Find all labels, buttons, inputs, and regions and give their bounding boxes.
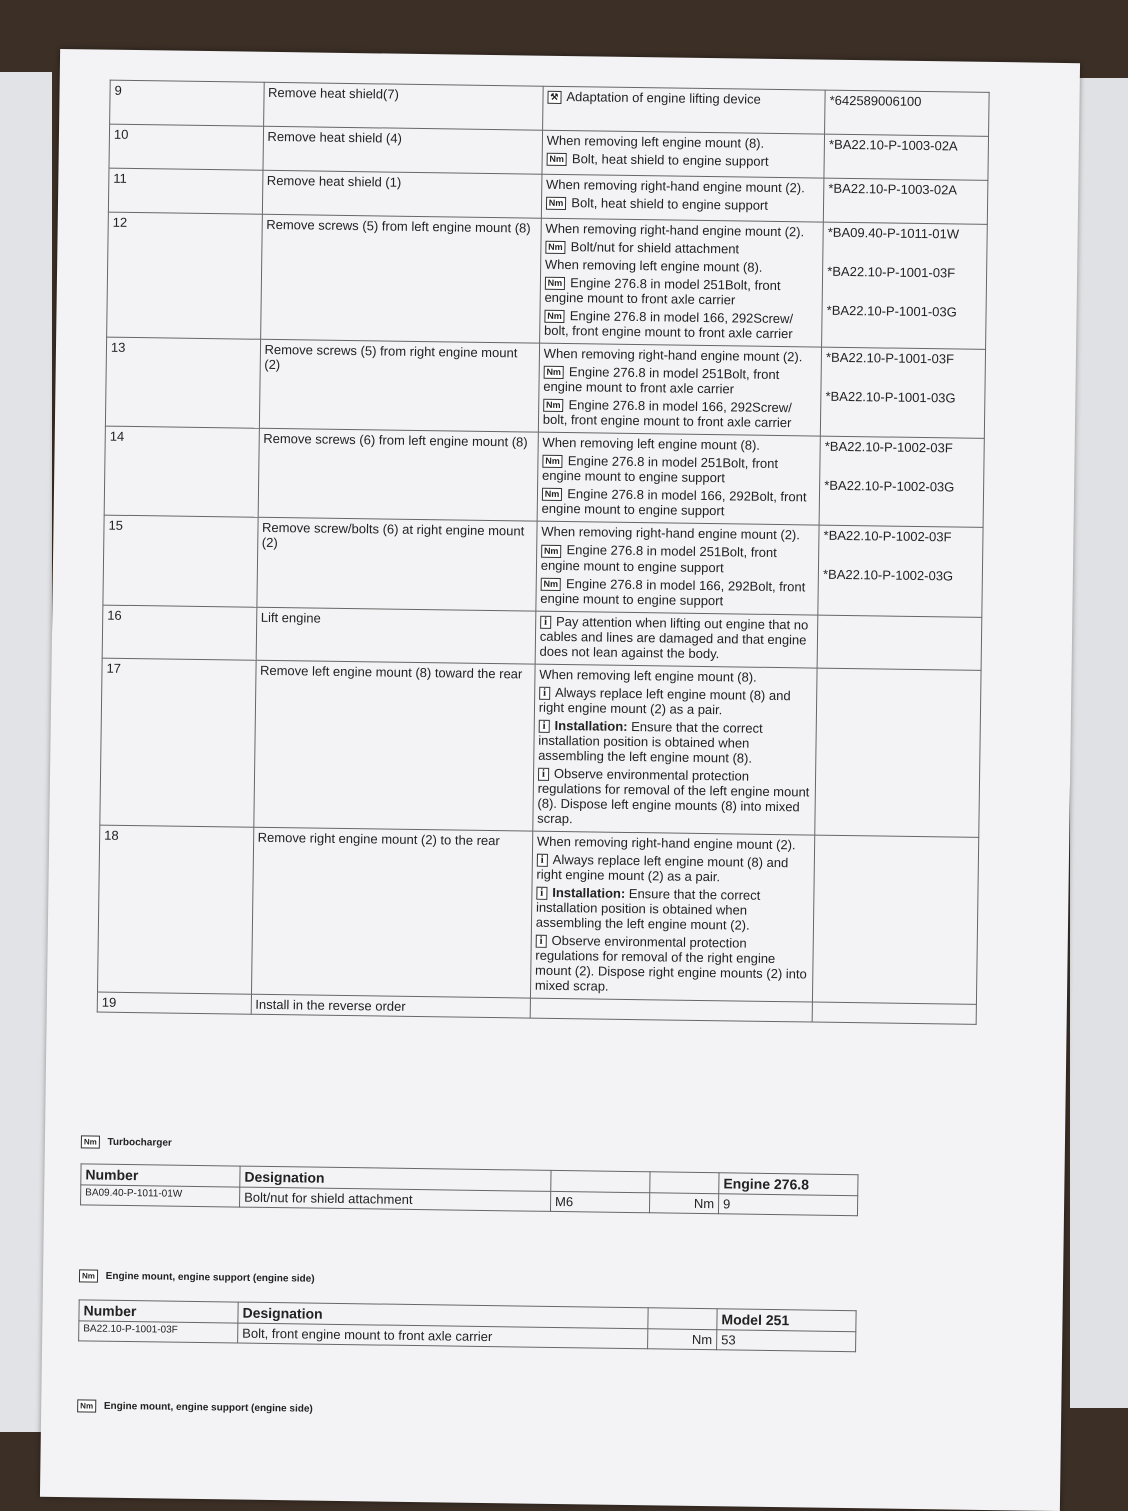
step-references	[815, 668, 981, 837]
col-designation: Designation	[238, 1302, 648, 1329]
step-number: 13	[105, 337, 260, 428]
reference-link[interactable]: *BA22.10-P-1002-03F	[824, 438, 953, 456]
note-line	[545, 239, 819, 258]
step-notes	[541, 174, 824, 222]
note-line	[545, 257, 819, 276]
note-text: Engine 276.8 in model 251Bolt, front engine mount to engine support	[541, 453, 779, 486]
spec-designation: Bolt/nut for shield attachment	[240, 1187, 551, 1211]
note-text: Always replace left engine mount (8) and right engine mount (2) as a pair.	[536, 851, 789, 885]
spec-number: BA22.10-P-1001-03F	[79, 1321, 238, 1343]
note-text: When removing left engine mount (8).	[544, 256, 763, 275]
note-line	[538, 717, 812, 766]
note-text: Engine 276.8 in model 166, 292Screw/ bolt, front engine mount to front axle carrier	[543, 308, 794, 342]
spec-number: BA09.40-P-1011-01W	[81, 1185, 240, 1207]
note-line	[543, 397, 817, 431]
turbocharger-spec-table	[80, 1163, 859, 1216]
step-number: 17	[100, 658, 256, 827]
note-text: Bolt, heat shield to engine support	[571, 151, 769, 169]
nm-icon: Nm	[542, 455, 563, 468]
reference-link[interactable]: *BA09.40-P-1011-01W	[827, 224, 960, 242]
note-line	[536, 885, 810, 934]
nm-icon: Nm	[542, 488, 563, 501]
note-text: Bolt/nut for shield attachment	[570, 239, 740, 257]
info-icon: i	[536, 887, 547, 900]
step-number: 10	[109, 124, 263, 170]
note-line	[543, 364, 817, 398]
note-text: Always replace left engine mount (8) and right engine mount (2) as a pair.	[538, 684, 791, 717]
step-number: 11	[108, 168, 262, 214]
procedure-row	[107, 212, 988, 349]
nm-icon: Nm	[541, 544, 562, 557]
note-line	[537, 765, 811, 829]
note-text: Engine 276.8 in model 251Bolt, front engine mount to front axle carrier	[544, 275, 781, 308]
info-icon: i	[538, 719, 549, 732]
note-line	[536, 851, 810, 885]
info-icon: i	[539, 686, 550, 699]
nm-icon: Nm	[546, 197, 567, 210]
step-notes	[537, 432, 821, 525]
note-text: Engine 276.8 in model 166, 292Bolt, front engine mount to engine support	[540, 575, 806, 608]
note-text: Observe environmental protection regulations for removal of the left engine mount (8). Dispose left engine mounts (8) into mixed scrap.	[537, 765, 810, 826]
step-number: 14	[104, 426, 259, 517]
note-text: Observe environmental protection regulations for removal of the right engine mount (2). Dispose right engine mounts (2) into mixed scrap.	[534, 932, 807, 994]
note-line	[547, 133, 821, 152]
step-notes	[538, 343, 822, 436]
step-action: Remove left engine mount (8) toward the rear	[253, 660, 535, 831]
note-text: Engine 276.8 in model 251Bolt, front engine mount to engine support	[540, 542, 777, 575]
nm-icon: Nm	[540, 577, 561, 590]
reference-link[interactable]: *BA22.10-P-1002-03G	[824, 477, 955, 495]
note-line	[547, 89, 821, 108]
info-icon: i	[537, 854, 548, 867]
procedure-row	[100, 658, 981, 837]
spec-value: 9	[718, 1194, 857, 1216]
note-bold: Installation:	[552, 884, 626, 901]
step-references	[823, 178, 987, 224]
procedure-row	[97, 825, 978, 1004]
step-references	[824, 134, 988, 180]
note-line	[535, 933, 809, 997]
reference-link[interactable]: *BA22.10-P-1001-03G	[826, 302, 957, 320]
col-engine: Engine 276.8	[719, 1173, 858, 1196]
nm-icon: Nm	[545, 277, 566, 290]
info-icon: i	[540, 615, 551, 628]
step-action: Remove heat shield(7)	[263, 82, 543, 130]
procedure-row	[104, 426, 984, 527]
step-references	[813, 835, 979, 1004]
step-action: Remove screw/bolts (6) at right engine mount (2)	[256, 518, 536, 611]
reference-link[interactable]: *BA22.10-P-1001-03F	[825, 349, 955, 367]
step-number: 9	[110, 80, 264, 126]
info-icon: i	[535, 935, 546, 948]
procedure-row	[103, 516, 983, 617]
nm-icon: Nm	[79, 1269, 98, 1282]
step-references	[825, 90, 989, 136]
note-text: Pay attention when lifting out engine that no cables and lines are damaged and that engine does not lean against the body.	[539, 613, 809, 661]
reference-link[interactable]: *642589006100	[829, 92, 922, 109]
info-icon: i	[538, 768, 549, 781]
spec-value: 53	[717, 1330, 856, 1352]
step-action: Install in the reverse order	[251, 994, 531, 1018]
col-designation: Designation	[240, 1166, 551, 1191]
step-number: 19	[97, 992, 251, 1014]
step-references	[818, 526, 983, 617]
reference-link[interactable]: *BA22.10-P-1002-03F	[823, 528, 952, 545]
nm-icon: Nm	[544, 310, 565, 323]
tool-icon: ⚒	[547, 91, 561, 104]
step-action: Remove screws (5) from right engine mount (2)	[259, 339, 539, 432]
spec-size: M6	[550, 1191, 649, 1212]
note-line	[541, 542, 815, 576]
note-text: Engine 276.8 in model 251Bolt, front engine mount to front axle carrier	[543, 364, 780, 397]
nm-icon: Nm	[546, 153, 567, 166]
adjacent-page-right	[1070, 78, 1128, 1408]
note-text: Ensure that the correct installation position is obtained when assembling the left engine mount (2).	[535, 885, 761, 933]
nm-icon: Nm	[77, 1399, 96, 1412]
note-text: When removing left engine mount (8).	[546, 132, 765, 151]
engine-mount-section-title-2: Nm Engine mount, engine support (engine side)	[77, 1399, 313, 1415]
step-notes	[536, 522, 820, 615]
reference-link[interactable]: *BA22.10-P-1003-02A	[828, 180, 958, 198]
note-text: Engine 276.8 in model 166, 292Bolt, front engine mount to engine support	[541, 486, 807, 519]
col-number: Number	[81, 1164, 240, 1187]
note-text: Ensure that the correct installation position is obtained when assembling the left engine mount (8).	[538, 718, 763, 766]
procedure-table	[97, 80, 990, 1025]
note-line	[542, 435, 816, 454]
nm-icon: Nm	[81, 1135, 100, 1148]
reference-link[interactable]: *BA22.10-P-1003-02A	[828, 136, 958, 154]
step-number: 16	[102, 605, 256, 660]
spec-designation: Bolt, front engine mount to front axle carrier	[238, 1323, 648, 1349]
engine-mount-section-title: Nm Engine mount, engine support (engine side)	[79, 1269, 315, 1285]
step-references	[820, 347, 985, 438]
step-action: Remove screws (5) from left engine mount (8)	[260, 214, 541, 343]
step-notes	[535, 611, 818, 668]
note-text: Adaptation of engine lifting device	[566, 89, 761, 107]
note-line	[546, 177, 820, 196]
note-line	[539, 666, 813, 685]
engine-mount-spec-table	[78, 1299, 857, 1352]
note-line	[541, 524, 815, 543]
nm-icon: Nm	[543, 366, 564, 379]
note-text: When removing right-hand engine mount (2).	[541, 524, 801, 543]
step-action: Remove screws (6) from left engine mount (8)	[258, 429, 538, 522]
turbocharger-section-title: Nm Turbocharger	[81, 1135, 172, 1149]
step-references	[819, 436, 984, 527]
step-references	[822, 222, 988, 349]
col-number: Number	[79, 1300, 238, 1323]
note-text: When removing right-hand engine mount (2).	[545, 176, 805, 196]
note-line	[537, 833, 811, 852]
note-line	[546, 151, 820, 170]
note-line	[544, 308, 818, 342]
note-text: Engine 276.8 in model 166, 292Screw/ bolt, front engine mount to front axle carrier	[542, 397, 792, 431]
note-text: When removing right-hand engine mount (2).	[536, 833, 796, 853]
reference-link[interactable]: *BA22.10-P-1002-03G	[822, 567, 954, 584]
nm-icon: Nm	[545, 241, 566, 254]
step-notes	[530, 831, 815, 1002]
reference-link[interactable]: *BA22.10-P-1001-03G	[825, 388, 956, 406]
step-number: 15	[103, 516, 258, 607]
step-action: Lift engine	[256, 607, 536, 664]
step-number: 12	[107, 212, 262, 339]
step-references	[812, 1002, 976, 1024]
note-line	[539, 684, 813, 718]
step-action: Remove right engine mount (2) to the rear	[251, 827, 533, 998]
document-page	[40, 49, 1080, 1511]
note-line	[541, 486, 815, 520]
note-text: Bolt, heat shield to engine support	[571, 195, 769, 213]
col-model: Model 251	[717, 1309, 856, 1332]
nm-icon: Nm	[543, 399, 564, 412]
note-text: When removing right-hand engine mount (2).	[545, 220, 805, 240]
step-notes	[542, 130, 825, 178]
step-number: 18	[97, 825, 253, 994]
note-line	[545, 221, 819, 240]
reference-link[interactable]: *BA22.10-P-1001-03F	[827, 263, 956, 281]
note-line	[544, 275, 818, 309]
step-action: Remove heat shield (4)	[263, 126, 543, 174]
step-action: Remove heat shield (1)	[262, 170, 542, 218]
note-bold: Installation:	[554, 717, 628, 734]
note-line	[544, 346, 818, 365]
step-notes	[539, 218, 823, 347]
spec-unit: Nm	[649, 1193, 718, 1214]
note-text: When removing right-hand engine mount (2).	[543, 345, 803, 365]
step-references	[817, 615, 982, 670]
note-text: When removing left engine mount (8).	[539, 666, 757, 685]
step-notes	[542, 86, 825, 134]
note-text: When removing left engine mount (8).	[542, 435, 761, 454]
spec-unit: Nm	[648, 1329, 717, 1350]
procedure-row	[105, 337, 985, 438]
note-line	[540, 575, 814, 609]
step-notes	[530, 998, 813, 1022]
note-line	[542, 453, 816, 487]
note-line	[546, 195, 820, 214]
step-notes	[533, 664, 818, 835]
note-line	[539, 613, 813, 662]
